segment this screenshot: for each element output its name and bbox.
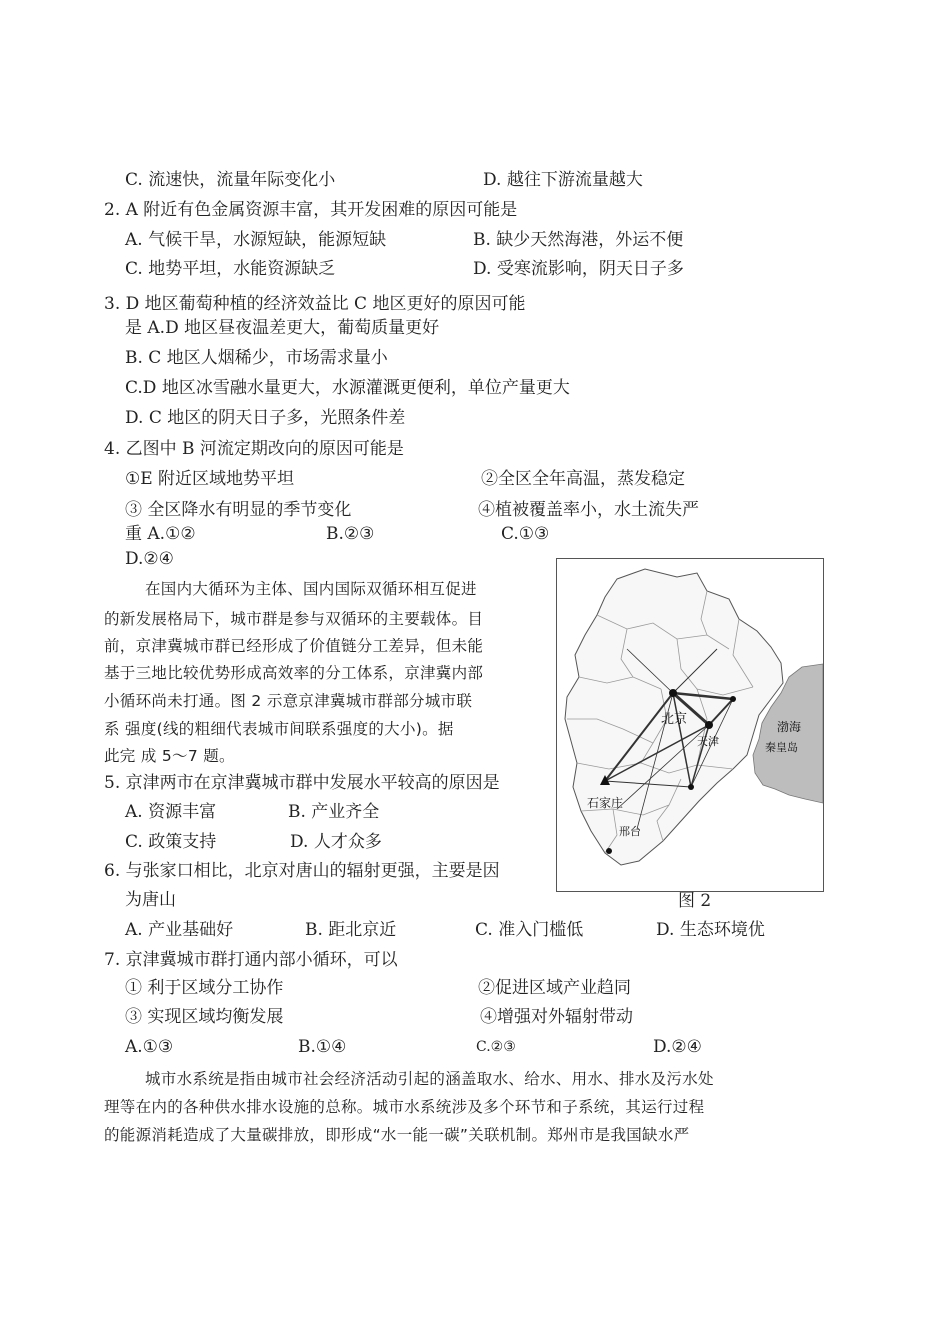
q6-option-a: A. 产业基础好	[125, 920, 234, 940]
q7-option-b: B.①④	[298, 1037, 347, 1057]
passage1-line: 小循环尚未打通。图 2 示意京津冀城市群部分城市联	[104, 692, 473, 710]
passage1-line: 此完 成 5～7 题。	[104, 747, 235, 765]
q2-option-d: D. 受寒流影响，阴天日子多	[473, 259, 684, 279]
label-qinhuangdao: 秦皇岛	[765, 741, 798, 754]
passage1-line: 前，京津冀城市群已经形成了价值链分工差异，但未能	[104, 637, 484, 655]
label-shijiazhuang: 石家庄	[587, 796, 624, 810]
label-tianjin: 天津	[697, 735, 719, 748]
tangshan-marker	[730, 696, 736, 702]
q5-option-a: A. 资源丰富	[125, 802, 217, 822]
q4-statement-1: ①E 附近区域地势平坦	[125, 469, 295, 489]
q2-option-a: A. 气候干旱，水源短缺，能源短缺	[125, 230, 387, 250]
label-xingtai: 邢台	[619, 825, 641, 838]
q6-stem-cont: 为唐山	[125, 890, 176, 910]
q4-stem: 4. 乙图中 B 河流定期改向的原因可能是	[104, 439, 404, 459]
q6-option-d: D. 生态环境优	[656, 920, 765, 940]
passage2-line: 理等在内的各种供水排水设施的总称。城市水系统涉及多个环节和子系统，其运行过程	[104, 1098, 705, 1116]
q6-stem: 6. 与张家口相比，北京对唐山的辐射更强，主要是因	[104, 861, 500, 881]
label-beijing: 北京	[661, 712, 688, 727]
q2-option-c: C. 地势平坦，水能资源缺乏	[125, 259, 336, 279]
q4-option-a: 重 A.①②	[125, 524, 196, 544]
q5-option-c: C. 政策支持	[125, 832, 217, 852]
jingjinji-map-svg	[557, 559, 823, 891]
handan-marker	[606, 848, 612, 854]
cangzhou-marker	[688, 784, 694, 790]
passage1-line: 系 强度(线的粗细代表城市间联系强度的大小)。据	[104, 720, 454, 738]
passage1-line: 在国内大循环为主体、国内国际双循环相互促进	[145, 580, 477, 598]
q4-statement-3: ③ 全区降水有明显的季节变化	[125, 500, 352, 520]
q7-option-c: C.②③	[476, 1039, 516, 1055]
q5-stem: 5. 京津两市在京津冀城市群中发展水平较高的原因是	[104, 773, 500, 793]
q7-option-d: D.②④	[653, 1037, 702, 1057]
q4-option-d: D.②④	[125, 549, 174, 569]
q7-option-a: A.①③	[125, 1037, 174, 1057]
q4-statement-2: ②全区全年高温，蒸发稳定	[481, 469, 685, 489]
q2-stem: 2. A 附近有色金属资源丰富，其开发困难的原因可能是	[104, 200, 518, 220]
q4-statement-4: ④植被覆盖率小，水土流失严	[478, 500, 699, 520]
q4-option-c: C.①③	[501, 524, 550, 544]
q6-option-b: B. 距北京近	[305, 920, 397, 940]
q1-option-d: D. 越往下游流量越大	[483, 170, 643, 190]
q7-stem: 7. 京津冀城市群打通内部小循环，可以	[104, 950, 398, 970]
q6-option-c: C. 准入门槛低	[475, 920, 584, 940]
q7-statement-2: ②促进区域产业趋同	[478, 978, 631, 998]
passage2-line: 的能源消耗造成了大量碳排放，即形成“水一能一碳”关联机制。郑州市是我国缺水严	[104, 1126, 690, 1144]
q4-option-b: B.②③	[326, 524, 375, 544]
q7-statement-1: ① 利于区域分工协作	[125, 978, 284, 998]
passage1-line: 基于三地比较优势形成高效率的分工体系，京津冀内部	[104, 664, 484, 682]
q7-statement-4: ④增强对外辐射带动	[480, 1007, 633, 1027]
q3-option-b: B. C 地区人烟稀少，市场需求量小	[125, 348, 388, 368]
q5-option-d: D. 人才众多	[290, 832, 382, 852]
q5-option-b: B. 产业齐全	[288, 802, 380, 822]
figure-2-map	[556, 558, 824, 892]
passage2-line: 城市水系统是指由城市社会经济活动引起的涵盖取水、给水、用水、排水及污水处	[145, 1070, 714, 1088]
q1-option-c: C. 流速快，流量年际变化小	[125, 170, 336, 190]
q3-option-d: D. C 地区的阴天日子多，光照条件差	[125, 408, 406, 428]
q3-option-c: C.D 地区冰雪融水量更大，水源灌溉更便利，单位产量更大	[125, 378, 570, 398]
beijing-marker	[669, 689, 677, 697]
q3-stem: 3. D 地区葡萄种植的经济效益比 C 地区更好的原因可能	[104, 294, 526, 314]
q7-statement-3: ③ 实现区域均衡发展	[125, 1007, 284, 1027]
figure-caption: 图 2	[678, 891, 712, 911]
q3-option-a: 是 A.D 地区昼夜温差更大，葡萄质量更好	[125, 318, 440, 338]
label-bohai: 渤海	[777, 720, 802, 734]
tianjin-marker	[705, 721, 713, 729]
q2-option-b: B. 缺少天然海港，外运不便	[473, 230, 684, 250]
passage1-line: 的新发展格局下，城市群是参与双循环的主要载体。目	[104, 610, 484, 628]
